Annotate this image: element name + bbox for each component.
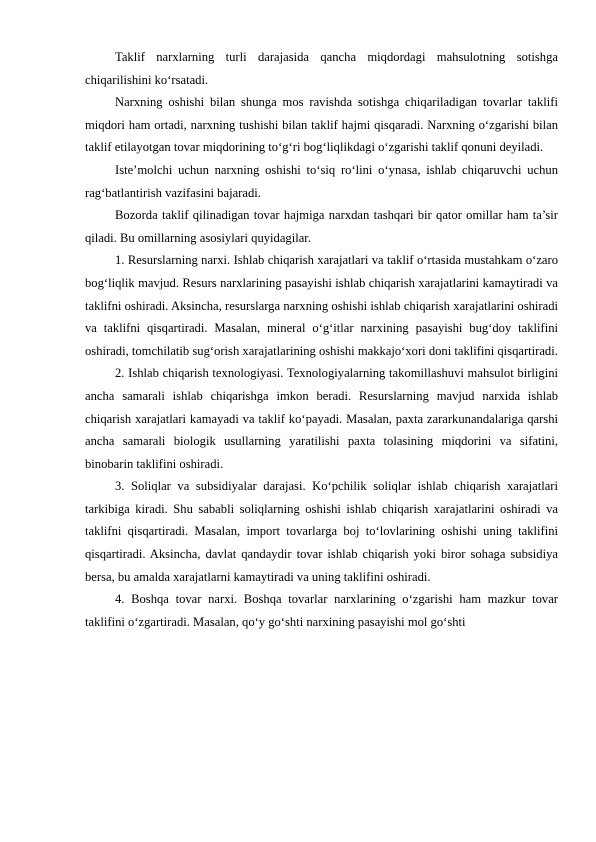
paragraph-price-role: Iste’molchi uchun narxning oshishi to‘siq ro‘lini o‘ynasa, ishlab chiqaruvchi uchun rag‘batlantirish vazifasini bajaradi. <box>85 162 558 200</box>
paragraph-non-price-factors: Bozorda taklif qilinadigan tovar hajmiga narxdan tashqari bir qator omillar ham ta’sir qiladi. Bu omillarning asosiylari quyidagilar. <box>85 208 558 245</box>
paragraph-supply-definition: Taklif narxlarning turli darajasida qancha miqdordagi mahsulotning sotishga chiqarilishini ko‘rsatadi. <box>85 50 558 87</box>
paragraph-law-of-supply: Narxning oshishi bilan shunga mos ravishda sotishga chiqariladigan tovarlar taklifi miqdori ham ortadi, narxning tushishi bilan taklif hajmi qisqaradi. Narxning o‘zgarishi bilan taklif etilayotgan tovar miqdorining to‘g‘ri bog‘liqlikdagi o‘zgarishi taklif qonuni deyiladi. <box>85 95 558 155</box>
document-page <box>85 46 558 633</box>
paragraph-factor-other-goods-price: 4. Boshqa tovar narxi. Boshqa tovarlar narxlarining o‘zgarishi ham mazkur tovar taklifini o‘zgartiradi. Masalan, qo‘y go‘shti narxining pasayishi mol go‘shti <box>85 592 558 629</box>
paragraph-factor-technology: 2. Ishlab chiqarish texnologiyasi. Texnologiyalarning takomillashuvi mahsulot birligini ancha samarali ishlab chiqarishga imkon beradi. Resurslarning mavjud narxida ishlab chiqarish xarajatlari kamayadi va taklif ko‘payadi. Masalan, paxta zararkunandalariga qarshi ancha samarali biologik usullarning yaratilishi paxta tolasining miqdorini va sifatini, binobarin taklifini oshiradi. <box>85 366 558 471</box>
paragraph-factor-resource-prices: 1. Resurslarning narxi. Ishlab chiqarish xarajatlari va taklif o‘rtasida mustahkam o‘zaro bog‘liqlik mavjud. Resurs narxlarining pasayishi ishlab chiqarish xarajatlarini kamaytiradi va taklifni oshiradi. Aksincha, resurslarga narxning oshishi ishlab chiqarish xarajatlarini oshiradi va taklifni qisqartiradi. Masalan, mineral o‘g‘itlar narxining pasayishi bug‘doy taklifini oshiradi, tomchilatib sug‘orish xarajatlarining oshishi makkajo‘xori doni taklifini qisqartiradi. <box>85 253 558 358</box>
paragraph-factor-taxes-subsidies: 3. Soliqlar va subsidiyalar darajasi. Ko‘pchilik soliqlar ishlab chiqarish xarajatlari tarkibiga kiradi. Shu sababli soliqlarning oshishi ishlab chiqarish xarajatlarini oshiradi va taklifni qisqartiradi. Masalan, import tovarlarga boj to‘lovlarining oshishi uning taklifini qisqartiradi. Aksincha, davlat qandaydir tovar ishlab chiqarish yoki biror sohaga subsidiya bersa, bu amalda xarajatlarni kamaytiradi va uning taklifini oshiradi. <box>85 479 558 584</box>
